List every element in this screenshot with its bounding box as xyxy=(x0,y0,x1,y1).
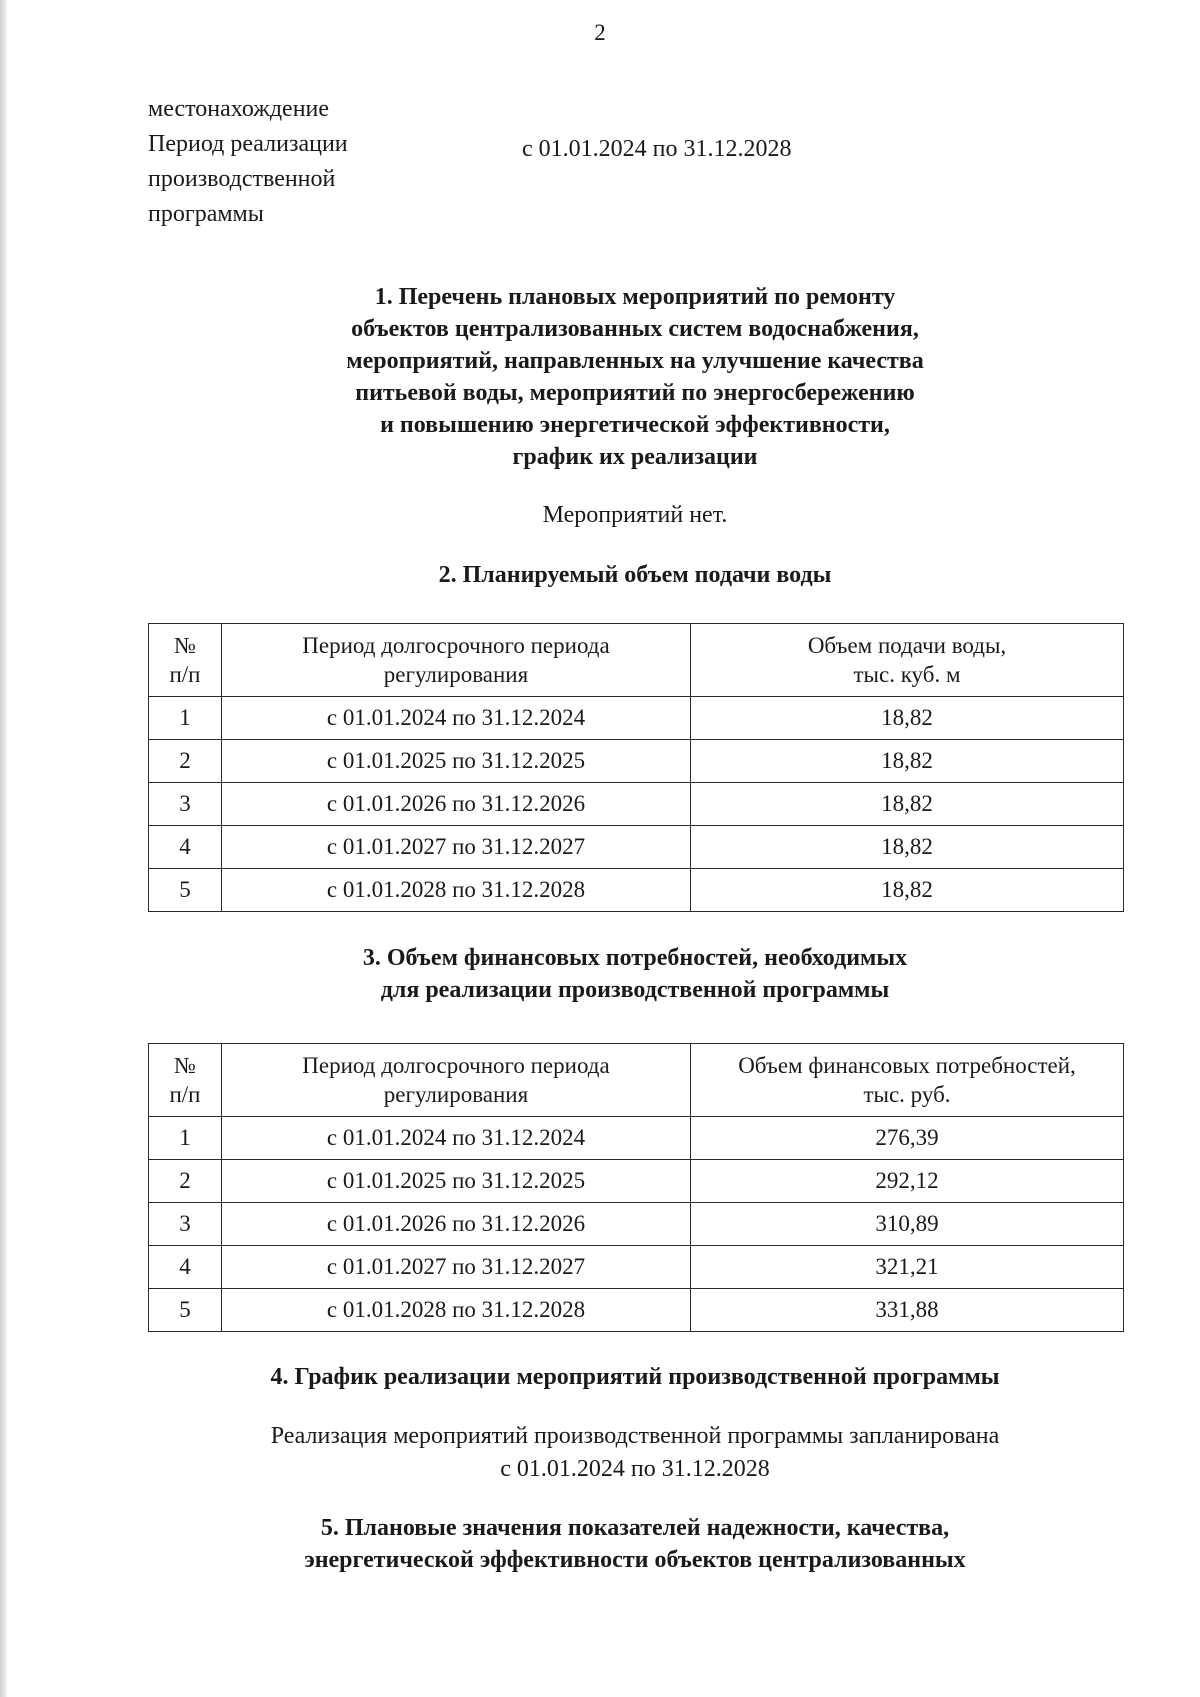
header-line: Объем подачи воды, xyxy=(807,633,1007,658)
section3-title-line: 3. Объем финансовых потребностей, необходимых xyxy=(362,945,908,971)
header-line: Объем финансовых потребностей, xyxy=(738,1053,1076,1078)
section5-title xyxy=(150,1512,1120,1576)
section4-text-line: с 01.01.2024 по 31.12.2028 xyxy=(500,1456,770,1482)
row-value: 18,82 xyxy=(691,697,1124,740)
row-period: с 01.01.2028 по 31.12.2028 xyxy=(222,869,691,912)
table-header-row xyxy=(149,1044,1124,1117)
section1-text: Мероприятий нет. xyxy=(542,502,728,528)
section1-title-line: и повышению энергетической эффективности, xyxy=(380,412,890,438)
row-value: 18,82 xyxy=(691,740,1124,783)
section1-title xyxy=(150,281,1120,473)
info-label-line: производственной xyxy=(148,166,336,192)
table-row xyxy=(149,740,1124,783)
header-line: тыс. руб. xyxy=(863,1082,951,1107)
section5-title-line: энергетической эффективности объектов централизованных xyxy=(304,1547,966,1573)
row-period: с 01.01.2025 по 31.12.2025 xyxy=(222,1160,691,1203)
section4-text xyxy=(150,1420,1120,1486)
header-line: № xyxy=(174,1053,196,1078)
info-label-line: программы xyxy=(148,201,264,227)
row-number: 4 xyxy=(149,1246,222,1289)
row-value: 331,88 xyxy=(691,1289,1124,1332)
row-value: 310,89 xyxy=(691,1203,1124,1246)
header-number xyxy=(149,1044,222,1117)
row-number: 1 xyxy=(149,1117,222,1160)
table-row xyxy=(149,1246,1124,1289)
section3-title-line: для реализации производственной программы xyxy=(380,977,890,1003)
section1-title-line: питьевой воды, мероприятий по энергосбережению xyxy=(355,380,915,406)
row-value: 18,82 xyxy=(691,869,1124,912)
row-value: 321,21 xyxy=(691,1246,1124,1289)
row-period: с 01.01.2027 по 31.12.2027 xyxy=(222,1246,691,1289)
section1-title-line: мероприятий, направленных на улучшение качества xyxy=(346,348,924,374)
section4-title: 4. График реализации мероприятий производственной программы xyxy=(270,1364,1000,1390)
scan-left-edge xyxy=(0,0,7,1697)
section1-title-line: график их реализации xyxy=(512,444,758,470)
row-number: 5 xyxy=(149,1289,222,1332)
row-number: 2 xyxy=(149,1160,222,1203)
table-row xyxy=(149,826,1124,869)
row-value: 276,39 xyxy=(691,1117,1124,1160)
row-value: 292,12 xyxy=(691,1160,1124,1203)
section2-title: 2. Планируемый объем подачи воды xyxy=(438,562,832,588)
table-row xyxy=(149,783,1124,826)
section4-text-line: Реализация мероприятий производственной программы запланирована xyxy=(270,1423,1000,1449)
header-line: тыс. куб. м xyxy=(853,662,961,687)
header-period xyxy=(222,624,691,697)
header-line: регулирования xyxy=(383,662,529,687)
header-line: п/п xyxy=(169,1082,201,1107)
table-row xyxy=(149,697,1124,740)
header-line: регулирования xyxy=(383,1082,529,1107)
header-period xyxy=(222,1044,691,1117)
header-line: п/п xyxy=(169,662,201,687)
table-row xyxy=(149,869,1124,912)
row-period: с 01.01.2024 по 31.12.2024 xyxy=(222,697,691,740)
section3-title xyxy=(150,942,1120,1006)
row-value: 18,82 xyxy=(691,826,1124,869)
table-row xyxy=(149,1117,1124,1160)
table-header-row xyxy=(149,624,1124,697)
header-line: Период долгосрочного периода xyxy=(302,633,610,658)
row-number: 3 xyxy=(149,783,222,826)
row-number: 1 xyxy=(149,697,222,740)
row-period: с 01.01.2026 по 31.12.2026 xyxy=(222,783,691,826)
info-label-line: местонахождение xyxy=(148,96,330,122)
section5-title-line: 5. Плановые значения показателей надежности, качества, xyxy=(320,1515,950,1541)
row-period: с 01.01.2024 по 31.12.2024 xyxy=(222,1117,691,1160)
row-number: 2 xyxy=(149,740,222,783)
program-info-label xyxy=(148,92,348,232)
table-row xyxy=(149,1160,1124,1203)
row-number: 5 xyxy=(149,869,222,912)
program-period-value: с 01.01.2024 по 31.12.2028 xyxy=(522,136,792,162)
row-period: с 01.01.2026 по 31.12.2026 xyxy=(222,1203,691,1246)
header-line: № xyxy=(174,633,196,658)
section1-title-line: 1. Перечень плановых мероприятий по ремонту xyxy=(374,284,896,310)
section1-title-line: объектов централизованных систем водоснабжения, xyxy=(351,316,919,342)
row-period: с 01.01.2027 по 31.12.2027 xyxy=(222,826,691,869)
page-number: 2 xyxy=(594,20,606,45)
table-row xyxy=(149,1203,1124,1246)
header-number xyxy=(149,624,222,697)
row-period: с 01.01.2028 по 31.12.2028 xyxy=(222,1289,691,1332)
financial-needs-table xyxy=(148,1043,1124,1332)
row-value: 18,82 xyxy=(691,783,1124,826)
header-finance xyxy=(691,1044,1124,1117)
row-period: с 01.01.2025 по 31.12.2025 xyxy=(222,740,691,783)
header-line: Период долгосрочного периода xyxy=(302,1053,610,1078)
row-number: 3 xyxy=(149,1203,222,1246)
row-number: 4 xyxy=(149,826,222,869)
info-label-line: Период реализации xyxy=(148,131,348,157)
table-row xyxy=(149,1289,1124,1332)
water-supply-table xyxy=(148,623,1124,912)
header-volume xyxy=(691,624,1124,697)
